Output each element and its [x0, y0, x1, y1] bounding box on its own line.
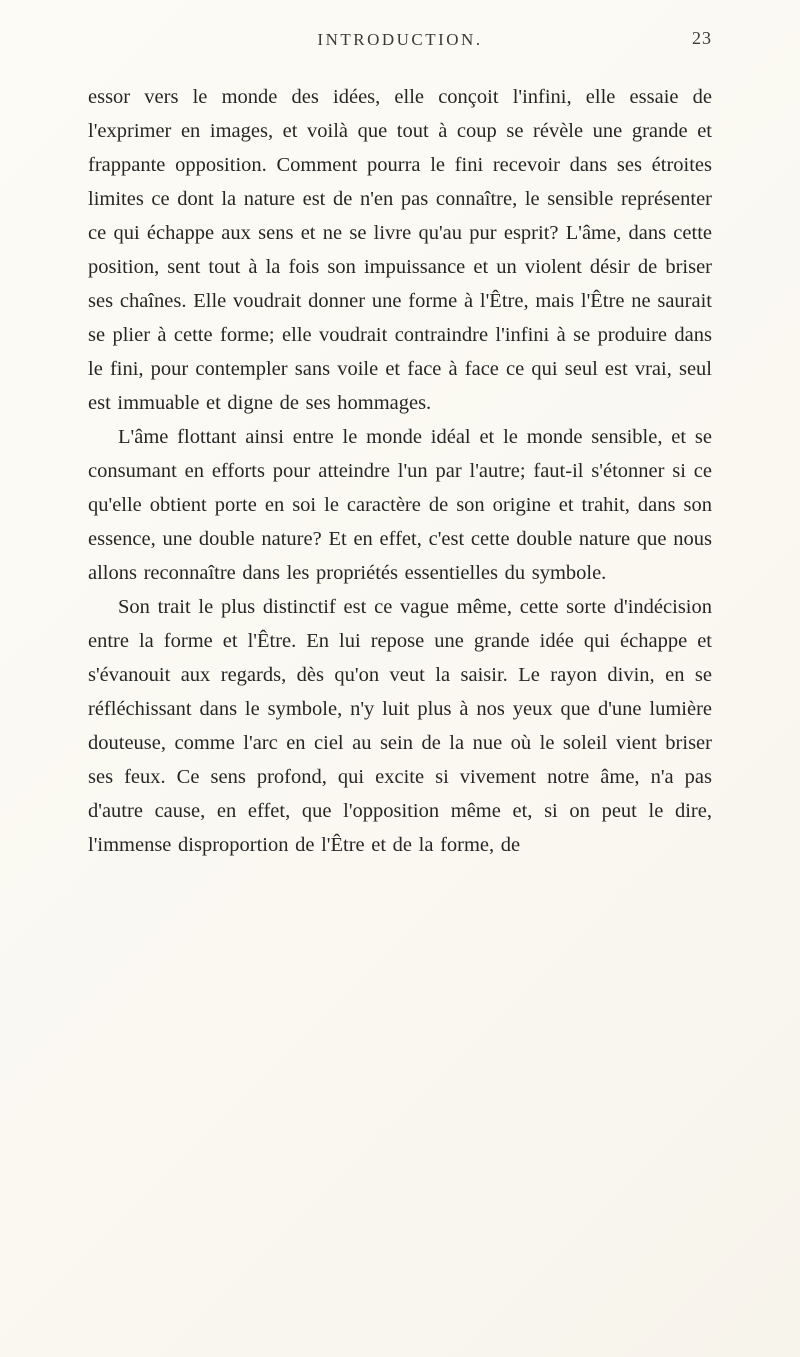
paragraph: essor vers le monde des idées, elle conçoit l'infini, elle essaie de l'exprimer en images, et voilà que tout à coup se révèle une grande et frappante opposition. Comment pourra le fini recevoir dans ses étroites limites ce dont la nature est de n'en pas connaître, le sensible représenter ce qui échappe aux sens et ne se livre qu'au pur esprit? L'âme, dans cette position, sent tout à la fois son impuissance et un violent désir de briser ses chaînes. Elle voudrait donner une forme à l'Être, mais l'Être ne saurait se plier à cette forme; elle voudrait contraindre l'infini à se produire dans le fini, pour contempler sans voile et face à face ce qui seul est vrai, seul est immuable et digne de ses hommages. [88, 86, 712, 415]
page-number: 23 [692, 28, 712, 48]
running-title: INTRODUCTION. [317, 30, 483, 49]
page-content-area [88, 26, 712, 862]
paragraph: L'âme flottant ainsi entre le monde idéal et le monde sensible, et se consumant en efforts pour atteindre l'un par l'autre; faut-il s'étonner si ce qu'elle obtient porte en soi le caractère de son origine et trahit, dans son essence, une double nature? Et en effet, c'est cette double nature que nous allons reconnaître dans les propriétés essentielles du symbole. [88, 426, 712, 585]
paragraph: Son trait le plus distinctif est ce vague même, cette sorte d'indécision entre la forme et l'Être. En lui repose une grande idée qui échappe et s'évanouit aux regards, dès qu'on veut la saisir. Le rayon divin, en se réfléchissant dans le symbole, n'y luit plus à nos yeux que d'une lumière douteuse, comme l'arc en ciel au sein de la nue où le soleil vient briser ses feux. Ce sens profond, qui excite si vivement notre âme, n'a pas d'autre cause, en effet, que l'opposition même et, si on peut le dire, l'immense disproportion de l'Être et de la forme, de [88, 596, 712, 857]
page-body [88, 80, 712, 862]
page-header [88, 26, 712, 56]
